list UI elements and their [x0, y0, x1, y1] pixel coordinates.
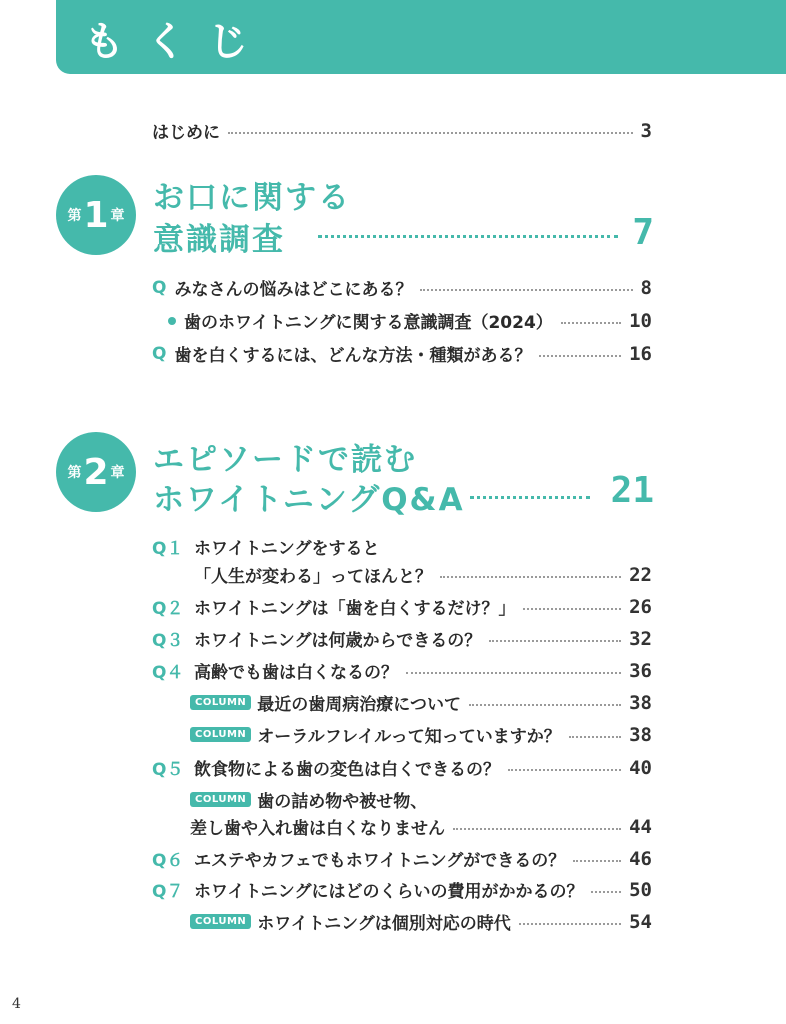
page-title: もくじ: [84, 19, 270, 65]
page-number: 26: [629, 595, 652, 618]
leader-dots: [420, 289, 632, 291]
leader-dots: [569, 736, 621, 738]
page-number: 46: [629, 847, 652, 870]
leader-dots: [561, 322, 621, 324]
question-marker: Q５: [152, 760, 184, 780]
chapter-2-page-number: 21: [610, 470, 654, 511]
chapter-1-leader-dots: [318, 235, 618, 238]
toc-header-banner: [56, 0, 786, 74]
page-number: 16: [629, 342, 652, 365]
entry-label: ホワイトニングは何歳からできるの？: [194, 631, 482, 651]
entry-label: 歯の詰め物や被せ物、: [257, 792, 428, 812]
toc-entry-q1-line1[interactable]: [152, 534, 652, 559]
chapter-1-badge: [56, 175, 136, 255]
page-number: 32: [629, 627, 652, 650]
question-marker: Q: [152, 343, 167, 364]
entry-label: 歯を白くするには、どんな方法・種類がある？: [174, 346, 532, 366]
chapter-number: 1: [83, 194, 109, 236]
leader-dots: [523, 608, 621, 610]
page-number: 22: [629, 563, 652, 586]
toc-entry-q7[interactable]: [152, 877, 652, 902]
toc-entry-q4[interactable]: [152, 658, 652, 683]
leader-dots: [440, 576, 621, 578]
chapter-prefix: 第: [67, 208, 82, 224]
leader-dots: [591, 891, 621, 893]
page-number: 8: [640, 276, 652, 299]
page-number: 10: [629, 309, 652, 332]
toc-entry[interactable]: [152, 341, 652, 366]
entry-label: ホワイトニングにはどのくらいの費用がかかるの？: [194, 882, 584, 902]
toc-entry-q3[interactable]: [152, 626, 652, 651]
chapter-2-badge: [56, 432, 136, 512]
toc-entry-q2[interactable]: [152, 594, 652, 619]
chapter-suffix: 章: [110, 465, 125, 481]
question-marker: Q: [152, 277, 167, 298]
column-badge: COLUMN: [190, 727, 251, 742]
entry-label: 「人生が変わる」ってほんと？: [194, 567, 432, 587]
column-badge: COLUMN: [190, 695, 251, 710]
chapter-prefix: 第: [67, 465, 82, 481]
page-number: 50: [629, 878, 652, 901]
question-marker: Q１: [152, 539, 184, 559]
entry-label: ホワイトニングは個別対応の時代: [257, 914, 511, 934]
leader-dots: [508, 769, 621, 771]
question-marker: Q３: [152, 631, 184, 651]
leader-dots: [406, 672, 621, 674]
toc-entry[interactable]: [168, 308, 652, 333]
bullet-icon: [168, 317, 176, 325]
page-number: 40: [629, 756, 652, 779]
leader-dots: [228, 132, 633, 134]
page-folio: 4: [12, 996, 21, 1012]
chapter-number: 2: [83, 451, 109, 493]
chapter-1-title-line2[interactable]: 意識調査: [153, 222, 285, 258]
toc-entry-column-2[interactable]: [190, 722, 652, 747]
question-marker: Q４: [152, 663, 184, 683]
column-badge: COLUMN: [190, 792, 251, 807]
page-number: 36: [629, 659, 652, 682]
entry-label: 飲食物による歯の変色は白くできるの？: [194, 760, 500, 780]
toc-entry-column-1[interactable]: [190, 690, 652, 715]
leader-dots: [519, 923, 621, 925]
chapter-2-title-line1[interactable]: エピソードで読む: [153, 442, 417, 478]
page-number: 38: [629, 723, 652, 746]
leader-dots: [453, 828, 621, 830]
entry-label: ホワイトニングをすると: [194, 539, 380, 559]
entry-label: みなさんの悩みはどこにある？: [174, 280, 413, 300]
leader-dots: [573, 860, 621, 862]
leader-dots: [489, 640, 621, 642]
page-number: 38: [629, 691, 652, 714]
entry-label: 差し歯や入れ歯は白くなりません: [190, 819, 445, 839]
chapter-1-title-line1[interactable]: お口に関する: [153, 180, 351, 216]
toc-entry-q6[interactable]: [152, 846, 652, 871]
entry-label: エステやカフェでもホワイトニングができるの？: [194, 851, 566, 871]
entry-label: ホワイトニングは「歯を白くするだけ？」: [194, 599, 516, 619]
toc-entry-q5[interactable]: [152, 755, 652, 780]
leader-dots: [539, 355, 621, 357]
entry-label: はじめに: [152, 123, 220, 143]
toc-entry-q1-line2[interactable]: [194, 562, 652, 587]
question-marker: Q６: [152, 851, 184, 871]
page-number: 3: [640, 119, 652, 142]
page-number: 54: [629, 910, 652, 933]
column-badge: COLUMN: [190, 914, 251, 929]
toc-entry[interactable]: [152, 275, 652, 300]
entry-label: 高齢でも歯は白くなるの？: [194, 663, 398, 683]
toc-entry-column-3-line2[interactable]: [190, 814, 652, 839]
chapter-2-title-line2[interactable]: ホワイトニングQ&A: [153, 482, 465, 518]
toc-entry-intro[interactable]: [152, 118, 652, 143]
chapter-suffix: 章: [110, 208, 125, 224]
entry-label: オーラルフレイルって知っていますか？: [257, 727, 561, 747]
question-marker: Q２: [152, 599, 184, 619]
chapter-2-leader-dots: [470, 496, 590, 499]
question-marker: Q７: [152, 882, 184, 902]
page-number: 44: [629, 815, 652, 838]
leader-dots: [469, 704, 621, 706]
toc-entry-column-4[interactable]: [190, 909, 652, 934]
chapter-1-page-number: 7: [632, 212, 654, 253]
entry-label: 最近の歯周病治療について: [257, 695, 461, 715]
entry-label: 歯のホワイトニングに関する意識調査（2024）: [184, 313, 553, 333]
toc-entry-column-3-line1[interactable]: [190, 787, 652, 812]
